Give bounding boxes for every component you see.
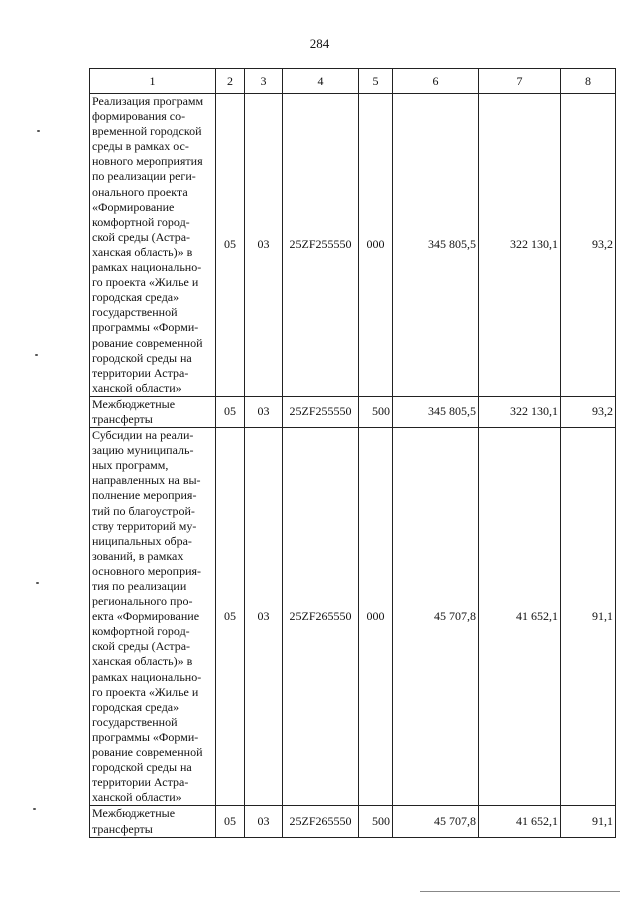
cell-subsection: 03: [245, 396, 283, 427]
header-col-2: 2: [216, 69, 245, 94]
cell-expense-type: 500: [359, 806, 393, 837]
scan-speck: [37, 130, 40, 132]
cell-section: 05: [216, 94, 245, 397]
table-row: [90, 94, 616, 397]
budget-table: [89, 68, 616, 838]
cell-plan: 45 707,8: [393, 806, 479, 837]
header-col-8: 8: [561, 69, 616, 94]
table-row: [90, 396, 616, 427]
cell-percent: 91,1: [561, 428, 616, 806]
cell-section: 05: [216, 396, 245, 427]
cell-actual: 41 652,1: [479, 806, 561, 837]
header-col-4: 4: [283, 69, 359, 94]
cell-expense-type: 000: [359, 428, 393, 806]
row-description: Межбюджетные трансферты: [90, 806, 216, 837]
cell-plan: 345 805,5: [393, 94, 479, 397]
row-description: Межбюджетные трансферты: [90, 396, 216, 427]
cell-subsection: 03: [245, 806, 283, 837]
header-row: [90, 69, 616, 94]
header-col-5: 5: [359, 69, 393, 94]
scan-edge-line: [420, 891, 620, 892]
cell-section: 05: [216, 806, 245, 837]
header-col-6: 6: [393, 69, 479, 94]
table-row: [90, 806, 616, 837]
cell-subsection: 03: [245, 428, 283, 806]
cell-actual: 322 130,1: [479, 94, 561, 397]
header-col-3: 3: [245, 69, 283, 94]
header-col-1: 1: [90, 69, 216, 94]
cell-target-article: 25ZF255550: [283, 94, 359, 397]
cell-subsection: 03: [245, 94, 283, 397]
scan-speck: [36, 582, 39, 584]
cell-actual: 41 652,1: [479, 428, 561, 806]
cell-expense-type: 500: [359, 396, 393, 427]
cell-section: 05: [216, 428, 245, 806]
cell-percent: 91,1: [561, 806, 616, 837]
cell-plan: 45 707,8: [393, 428, 479, 806]
cell-expense-type: 000: [359, 94, 393, 397]
cell-target-article: 25ZF255550: [283, 396, 359, 427]
cell-plan: 345 805,5: [393, 396, 479, 427]
cell-percent: 93,2: [561, 94, 616, 397]
row-description: Реализация программ формирования со- временной городской среды в рамках ос- новного мероприятия по реализации реги- онального проекта «Формирование комфортной город- ской среды (Астра- ханская область)» в рамках национально- го проекта «Жилье и городская среда» государственной программы «Форми- рование современной городской среды на территории Астра- ханской области»: [90, 94, 216, 397]
cell-actual: 322 130,1: [479, 396, 561, 427]
page-number: 284: [309, 36, 330, 51]
header-col-7: 7: [479, 69, 561, 94]
cell-percent: 93,2: [561, 396, 616, 427]
row-description: Субсидии на реали- зацию муниципаль- ных программ, направленных на вы- полнение мероприя- тий по благоустрой- ству территорий му- ниципальных обра- зований, в рамках основного мероприя- тия по реализации регионального про- екта «Формирование комфортной город- ской среды (Астра- ханская область)» в рамках национально- го проекта «Жилье и городская среда» государственной программы «Форми- рование современной городской среды на территории Астра- ханской области»: [90, 428, 216, 806]
cell-target-article: 25ZF265550: [283, 428, 359, 806]
table-row: [90, 428, 616, 806]
scan-speck: [35, 354, 38, 356]
scan-speck: [33, 808, 36, 810]
cell-target-article: 25ZF265550: [283, 806, 359, 837]
